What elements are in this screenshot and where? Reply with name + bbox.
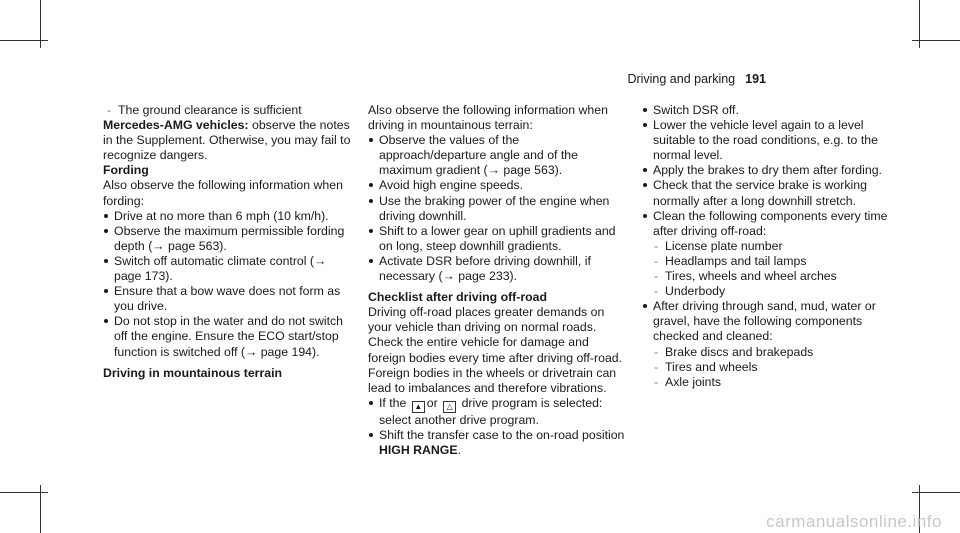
clean-components-list <box>642 239 892 299</box>
paragraph <box>103 118 353 163</box>
list-item: - License plate number <box>642 239 892 254</box>
list-item: Shift the transfer case to the on-road position HIGH RANGE. <box>368 428 626 458</box>
list-item: - Tires and wheels <box>642 360 892 375</box>
section-heading: Driving in mountainous terrain <box>103 365 283 380</box>
list-item: Avoid high engine speeds. <box>368 178 626 193</box>
checked-components-list <box>642 345 892 390</box>
list-item: - Brake discs and brakepads <box>642 345 892 360</box>
crop-mark <box>0 40 48 41</box>
mountain-list <box>368 133 626 284</box>
list-item: Switch DSR off. <box>642 103 892 118</box>
after-offroad-list <box>642 103 892 239</box>
list-item: Clean the following components every time after driving off-road: <box>642 209 892 239</box>
page-number: 191 <box>745 72 766 86</box>
list-item: - Headlamps and tail lamps <box>642 254 892 269</box>
section-heading: Fording <box>103 163 149 178</box>
column-middle <box>368 103 626 458</box>
list-item: Switch off automatic climate control (→ page 173). <box>103 254 353 284</box>
checklist-list <box>368 396 626 458</box>
list-item: Check that the service brake is working normally after a long downhill stretch. <box>642 178 892 208</box>
column-left <box>103 103 353 381</box>
crop-mark <box>912 40 960 41</box>
crop-mark <box>912 492 960 493</box>
offroad-plus-program-icon: △ <box>443 401 456 413</box>
list-item: - Axle joints <box>642 375 892 390</box>
crop-mark <box>0 492 48 493</box>
fording-list <box>103 209 353 360</box>
paragraph: Also observe the following information when fording: <box>103 178 343 208</box>
offroad-program-icon: ▲ <box>412 401 425 413</box>
list-item: Apply the brakes to dry them after fording. <box>642 163 892 178</box>
list-item: Use the braking power of the engine when driving downhill. <box>368 194 626 224</box>
list-item: - Underbody <box>642 284 892 299</box>
list-item: - The ground clearance is sufficient <box>103 103 353 118</box>
list-item: After driving through sand, mud, water or gravel, have the following components checked and cleaned: <box>642 299 892 344</box>
list-item: Lower the vehicle level again to a level suitable to the road conditions, e.g. to the normal level. <box>642 118 892 163</box>
mamg-label: Mercedes-AMG vehicles: <box>103 118 249 133</box>
paragraph: Driving off-road places greater demands on your vehicle than driving on normal roads. Check the entire vehicle for damage and foreign bodies every time after driving off-road. Foreign bodies in the wheels or drivetrain can lead to imbalances and therefore vibrations. <box>368 305 623 395</box>
list-item: Observe the values of the approach/departure angle and of the maximum gradient (→ page 563). <box>368 133 626 178</box>
list-item: Drive at no more than 6 mph (10 km/h). <box>103 209 353 224</box>
list-item: Shift to a lower gear on uphill gradients and on long, steep downhill gradients. <box>368 224 626 254</box>
list-item: Ensure that a bow wave does not form as you drive. <box>103 284 353 314</box>
list-item: - Tires, wheels and wheel arches <box>642 269 892 284</box>
list-item: Observe the maximum permissible fording depth (→ page 563). <box>103 224 353 254</box>
list-item: Activate DSR before driving downhill, if necessary (→ page 233). <box>368 254 626 284</box>
mamg-text: observe the notes in the Supplement. Otherwise, you may fail to recognize dangers. <box>103 118 351 163</box>
page-header <box>627 72 766 87</box>
section-title: Driving and parking <box>627 72 736 86</box>
column-right <box>642 103 892 390</box>
paragraph: Also observe the following information when driving in mountainous terrain: <box>368 103 608 133</box>
watermark: carmanualsonline.info <box>766 511 942 531</box>
list-item: If the ▲ or △ drive program is selected: select another drive program. <box>368 396 626 428</box>
list-item: Do not stop in the water and do not switch off the engine. Ensure the ECO start/stop function is switched off (→ page 194). <box>103 314 353 359</box>
section-heading: Checklist after driving off-road <box>368 290 548 305</box>
